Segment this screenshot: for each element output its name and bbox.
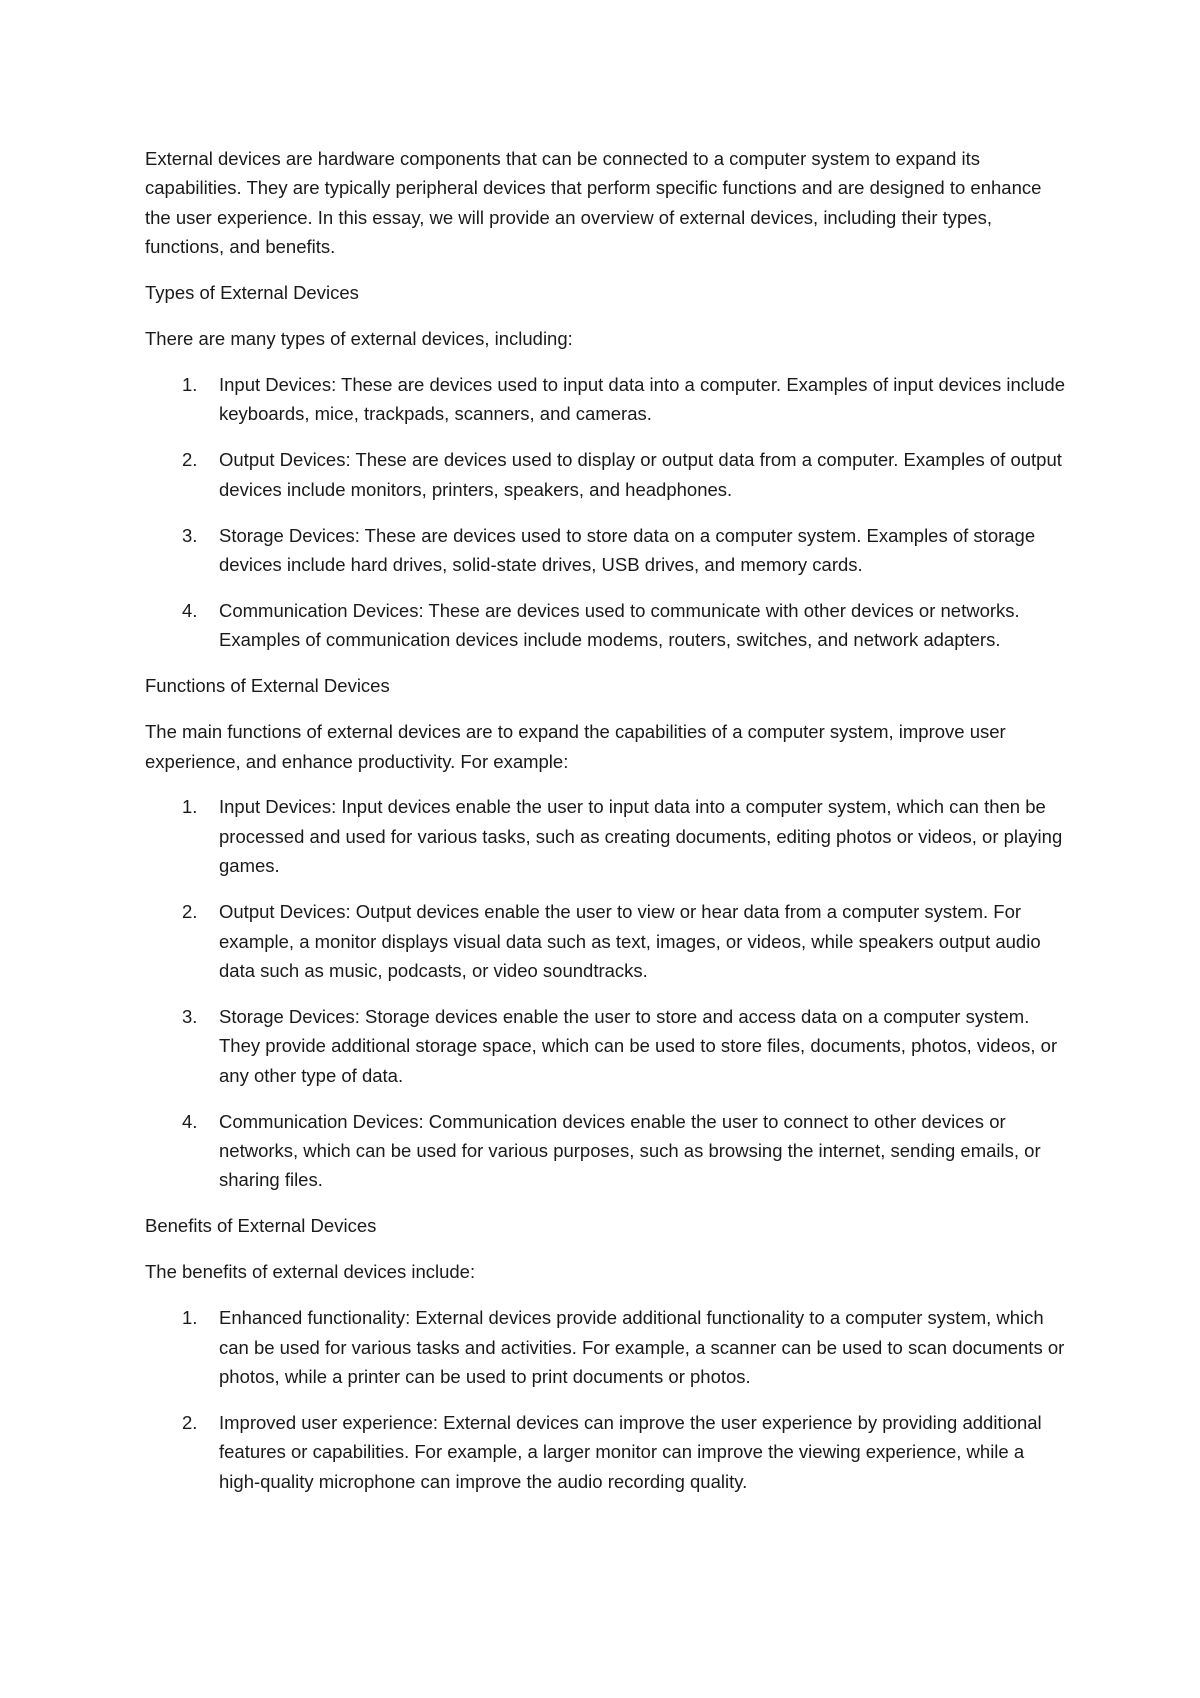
functions-heading: Functions of External Devices <box>145 675 390 697</box>
list-item <box>145 1107 1070 1195</box>
list-item <box>145 1408 1070 1496</box>
list-item <box>145 792 1070 880</box>
list-text: Storage Devices: Storage devices enable the user to store and access data on a computer system. They provide additional storage space, which can be used to store files, documents, photos, videos, or any other type of data. <box>219 1005 1058 1086</box>
list-number: 1. <box>182 1307 198 1329</box>
document-body <box>145 144 1070 1513</box>
list-number: 4. <box>182 599 198 621</box>
list-text: Output Devices: These are devices used to display or output data from a computer. Examples of output devices include monitors, printers, speakers, and headphones. <box>219 449 1062 500</box>
types-list <box>145 370 1070 655</box>
list-number: 3. <box>182 1005 198 1027</box>
list-number: 4. <box>182 1110 198 1132</box>
list-number: 1. <box>182 373 198 395</box>
list-text: Input Devices: These are devices used to input data into a computer. Examples of input devices include keyboards, mice, trackpads, scanners, and cameras. <box>219 373 1066 425</box>
benefits-lead: The benefits of external devices include: <box>145 1261 476 1283</box>
benefits-list <box>145 1303 1070 1496</box>
list-text: Communication Devices: These are devices used to communicate with other devices or networks. Examples of communication devices include modems, routers, switches, and network adapters. <box>219 599 1020 651</box>
list-number: 2. <box>182 1411 198 1433</box>
list-number: 3. <box>182 524 198 546</box>
list-text: Storage Devices: These are devices used to store data on a computer system. Examples of storage devices include hard drives, solid-state drives, USB drives, and memory cards. <box>219 524 1036 575</box>
list-number: 2. <box>182 449 198 471</box>
list-item <box>145 596 1070 655</box>
list-text: Enhanced functionality: External devices provide additional functionality to a computer system, which can be used for various tasks and activities. For example, a scanner can be used to scan documents or photos, while a printer can be used to print documents or photos. <box>219 1307 1065 1387</box>
types-heading: Types of External Devices <box>145 282 359 304</box>
functions-lead: The main functions of external devices are to expand the capabilities of a computer system, improve user experience, and enhance productivity. For example: <box>145 721 1006 772</box>
list-item <box>145 897 1070 985</box>
list-text: Output Devices: Output devices enable the user to view or hear data from a computer system. For example, a monitor displays visual data such as text, images, or videos, while speakers output audio data such as music, podcasts, or video soundtracks. <box>219 901 1041 981</box>
list-item <box>145 1002 1070 1090</box>
list-item <box>145 521 1070 580</box>
list-number: 1. <box>182 796 198 818</box>
list-text: Improved user experience: External devices can improve the user experience by providing additional features or capabilities. For example, a larger monitor can improve the viewing experience, while a high-quality microphone can improve the audio recording quality. <box>219 1411 1042 1492</box>
types-lead: There are many types of external devices, including: <box>145 328 573 350</box>
list-item <box>145 445 1070 504</box>
list-text: Communication Devices: Communication devices enable the user to connect to other devices or networks, which can be used for various purposes, such as browsing the internet, sending emails, or sharing files. <box>219 1110 1041 1191</box>
list-text: Input Devices: Input devices enable the user to input data into a computer system, which can then be processed and used for various tasks, such as creating documents, editing photos or videos, or playing games. <box>219 796 1063 877</box>
benefits-heading: Benefits of External Devices <box>145 1215 377 1237</box>
list-item <box>145 370 1070 429</box>
functions-list <box>145 792 1070 1194</box>
list-number: 2. <box>182 901 198 923</box>
list-item <box>145 1303 1070 1391</box>
intro-paragraph: External devices are hardware components that can be connected to a computer system to expand its capabilities. They are typically peripheral devices that perform specific functions and are designed to enhance the user experience. In this essay, we will provide an overview of external devices, including their types, functions, and benefits. <box>145 148 1042 258</box>
